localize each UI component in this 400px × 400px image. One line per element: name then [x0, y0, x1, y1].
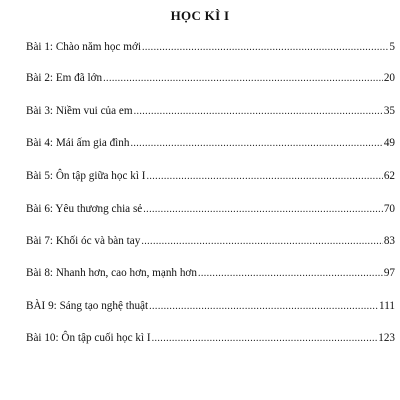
- dot-leader: [141, 236, 382, 247]
- toc-entry-page: 5: [389, 41, 395, 53]
- toc-entry-label: Bài 2: Em đã lớn: [26, 72, 103, 84]
- toc-entry-label: Bài 3: Niềm vui của em: [26, 105, 133, 117]
- dot-leader: [146, 171, 382, 182]
- toc-entry-page: 83: [383, 235, 395, 247]
- toc-entry[interactable]: [26, 170, 395, 186]
- toc-entry[interactable]: [26, 332, 395, 348]
- section-title: HỌC KÌ I: [170, 8, 230, 23]
- toc-entry-page: 111: [379, 300, 395, 312]
- toc-entry[interactable]: [26, 267, 395, 283]
- toc-entry[interactable]: [26, 235, 395, 251]
- toc-entry-page: 97: [383, 267, 395, 279]
- toc-entry-label: Bài 5: Ôn tập giữa học kì I: [26, 170, 146, 182]
- toc-entry-label: Bài 7: Khối óc và bàn tay: [26, 235, 141, 247]
- toc-entry[interactable]: [26, 41, 395, 57]
- dot-leader: [134, 106, 383, 117]
- toc-entry-label: BÀI 9: Sáng tạo nghệ thuật: [26, 300, 149, 312]
- toc-entry[interactable]: [26, 105, 395, 121]
- dot-leader: [152, 333, 378, 344]
- toc-entry-label: Bài 8: Nhanh hơn, cao hơn, mạnh hơn: [26, 267, 197, 279]
- dot-leader: [149, 301, 378, 312]
- toc-entry[interactable]: [26, 203, 395, 219]
- toc-entry-page: 62: [383, 170, 395, 182]
- toc-entry-label: Bài 10: Ôn tập cuối học kì I: [26, 332, 151, 344]
- toc-entry-label: Bài 1: Chào năm học mới: [26, 41, 141, 53]
- toc-entry[interactable]: [26, 137, 395, 153]
- dot-leader: [130, 138, 382, 149]
- dot-leader: [143, 204, 383, 215]
- dot-leader: [198, 268, 383, 279]
- toc-entry-label: Bài 6: Yêu thương chia sẻ: [26, 203, 143, 215]
- dot-leader: [103, 73, 383, 84]
- toc-entry-page: 35: [383, 105, 395, 117]
- toc-entry-label: Bài 4: Mái ấm gia đình: [26, 137, 130, 149]
- toc-entry-page: 49: [383, 137, 395, 149]
- dot-leader: [142, 42, 388, 53]
- toc-entry-page: 20: [383, 72, 395, 84]
- toc-entry[interactable]: [26, 300, 395, 316]
- toc-entry-page: 70: [383, 203, 395, 215]
- toc-entry[interactable]: [26, 72, 395, 88]
- toc-entry-page: 123: [378, 332, 395, 344]
